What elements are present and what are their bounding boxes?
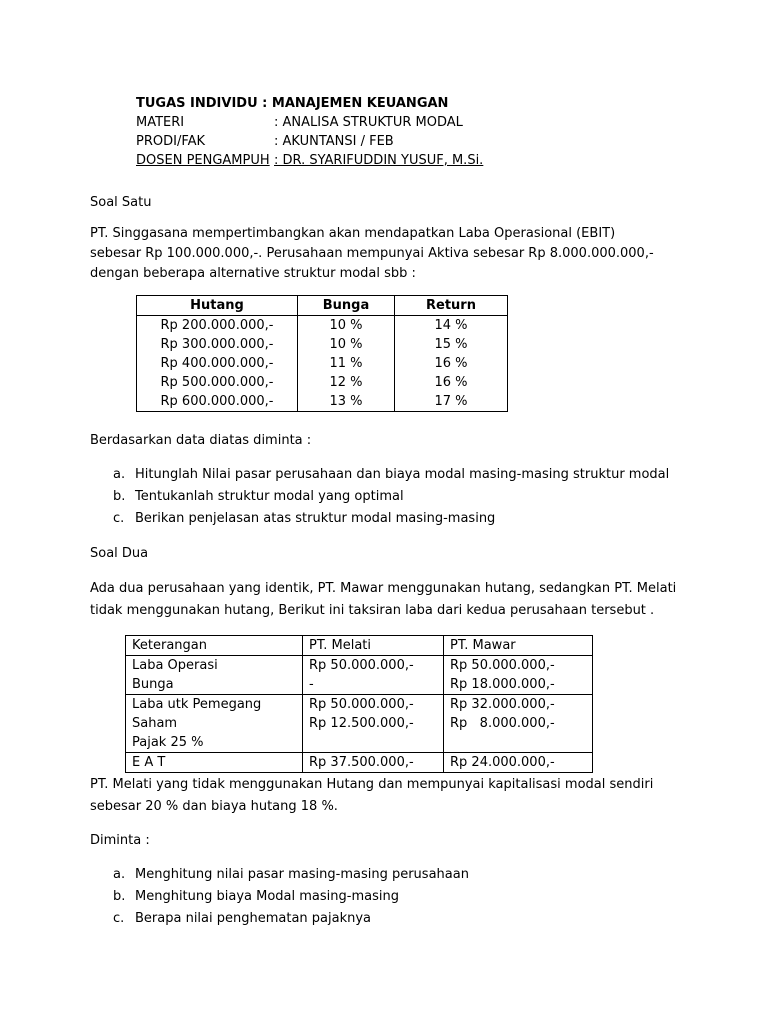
table-cell: Rp 200.000.000,-	[137, 316, 298, 336]
table-header-row	[126, 636, 593, 656]
cell-line: Rp 50.000.000,-	[450, 658, 555, 673]
table-row	[126, 753, 593, 773]
cell-line: Rp 50.000.000,-	[309, 697, 414, 712]
list-item	[113, 908, 469, 930]
header-row-materi	[136, 113, 483, 132]
table-row	[126, 695, 593, 753]
col-header: Return	[395, 296, 508, 316]
header-value: : AKUNTANSI / FEB	[274, 134, 394, 149]
table-cell	[444, 656, 593, 695]
soal2-paragraph-2: PT. Melati yang tidak menggunakan Hutang dan mempunyai kapitalisasi modal sendiri sebesar 20 % dan biaya hutang 18 %.	[90, 777, 654, 814]
list-item	[113, 464, 669, 486]
table-row	[137, 373, 508, 392]
cell-line: Rp 50.000.000,-	[309, 658, 414, 673]
cell-line: Rp 12.500.000,-	[309, 716, 414, 731]
table-row	[137, 354, 508, 373]
soal1-heading: Soal Satu	[90, 195, 152, 210]
table-cell: 15 %	[395, 335, 508, 354]
earnings-comparison-table	[125, 635, 593, 773]
list-text: Berapa nilai penghematan pajaknya	[135, 911, 372, 926]
table-cell	[126, 695, 303, 753]
header-value: : DR. SYARIFUDDIN YUSUF, M.Si.	[274, 153, 484, 168]
list-marker: b.	[113, 889, 126, 904]
table-cell	[444, 695, 593, 753]
col-header: PT. Mawar	[444, 636, 593, 656]
col-header: PT. Melati	[303, 636, 444, 656]
table-cell: 10 %	[298, 316, 395, 336]
col-header: Bunga	[298, 296, 395, 316]
cell-line: Laba utk Pemegang Saham	[132, 697, 262, 731]
cell-line: Pajak 25 %	[132, 735, 204, 750]
header-label: MATERI	[136, 115, 185, 130]
list-text: Menghitung biaya Modal masing-masing	[135, 889, 399, 904]
soal1-intro: Berdasarkan data diatas diminta :	[90, 433, 312, 448]
capital-structure-table	[136, 295, 508, 412]
table-cell: 11 %	[298, 354, 395, 373]
cell-line: -	[309, 677, 314, 692]
list-item	[113, 886, 469, 908]
header-value: : ANALISA STRUKTUR MODAL	[274, 115, 463, 130]
header-label: PRODI/FAK	[136, 134, 206, 149]
cell-line: Bunga	[132, 677, 174, 692]
table-cell: 16 %	[395, 373, 508, 392]
table-header-row	[137, 296, 508, 316]
list-text: Berikan penjelasan atas struktur modal masing-masing	[135, 511, 496, 526]
list-item	[113, 864, 469, 886]
cell-line: Rp 18.000.000,-	[450, 677, 555, 692]
header-row-prodi	[136, 132, 483, 151]
table-cell: Rp 600.000.000,-	[137, 392, 298, 412]
table-cell: 14 %	[395, 316, 508, 336]
table-cell: 17 %	[395, 392, 508, 412]
list-marker: c.	[113, 911, 125, 926]
header-label: DOSEN PENGAMPUH	[136, 153, 270, 168]
assignment-header	[136, 94, 483, 170]
list-marker: c.	[113, 511, 125, 526]
cell-line: Laba Operasi	[132, 658, 218, 673]
list-item	[113, 508, 669, 530]
table-row	[137, 316, 508, 336]
list-marker: b.	[113, 489, 126, 504]
table-row	[137, 392, 508, 412]
col-header: Keterangan	[126, 636, 303, 656]
table-cell: Rp 500.000.000,-	[137, 373, 298, 392]
table-row	[126, 656, 593, 695]
list-marker: a.	[113, 867, 126, 882]
cell-line: Rp 8.000.000,-	[450, 716, 555, 731]
assignment-title: TUGAS INDIVIDU : MANAJEMEN KEUANGAN	[136, 96, 449, 111]
table-cell: Rp 400.000.000,-	[137, 354, 298, 373]
soal2-task-list	[113, 864, 469, 930]
cell-line: Rp 32.000.000,-	[450, 697, 555, 712]
table-cell: 12 %	[298, 373, 395, 392]
soal1-paragraph: PT. Singgasana mempertimbangkan akan mendapatkan Laba Operasional (EBIT) sebesar Rp 100.000.000,-. Perusahaan mempunyai Aktiva sebesar Rp 8.000.000.000,- dengan beberapa alternative struktur modal sbb :	[90, 226, 654, 281]
list-marker: a.	[113, 467, 126, 482]
table-row	[137, 335, 508, 354]
list-text: Tentukanlah struktur modal yang optimal	[135, 489, 404, 504]
list-text: Hitunglah Nilai pasar perusahaan dan biaya modal masing-masing struktur modal	[135, 467, 670, 482]
table-cell: Rp 300.000.000,-	[137, 335, 298, 354]
col-header: Hutang	[137, 296, 298, 316]
list-item	[113, 486, 669, 508]
table-cell: Rp 24.000.000,-	[444, 753, 593, 773]
table-cell: E A T	[126, 753, 303, 773]
table-cell	[126, 656, 303, 695]
table-cell: 13 %	[298, 392, 395, 412]
table-cell	[303, 656, 444, 695]
soal2-intro: Diminta :	[90, 833, 150, 848]
soal1-task-list	[113, 464, 669, 530]
table-cell: Rp 37.500.000,-	[303, 753, 444, 773]
table-cell: 10 %	[298, 335, 395, 354]
table-cell	[303, 695, 444, 753]
table-cell: 16 %	[395, 354, 508, 373]
list-text: Menghitung nilai pasar masing-masing perusahaan	[135, 867, 469, 882]
soal2-heading: Soal Dua	[90, 546, 149, 561]
header-row-dosen	[136, 151, 483, 170]
soal2-paragraph: Ada dua perusahaan yang identik, PT. Mawar menggunakan hutang, sedangkan PT. Melati tidak menggunakan hutang, Berikut ini taksiran laba dari kedua perusahaan tersebut .	[90, 581, 677, 618]
